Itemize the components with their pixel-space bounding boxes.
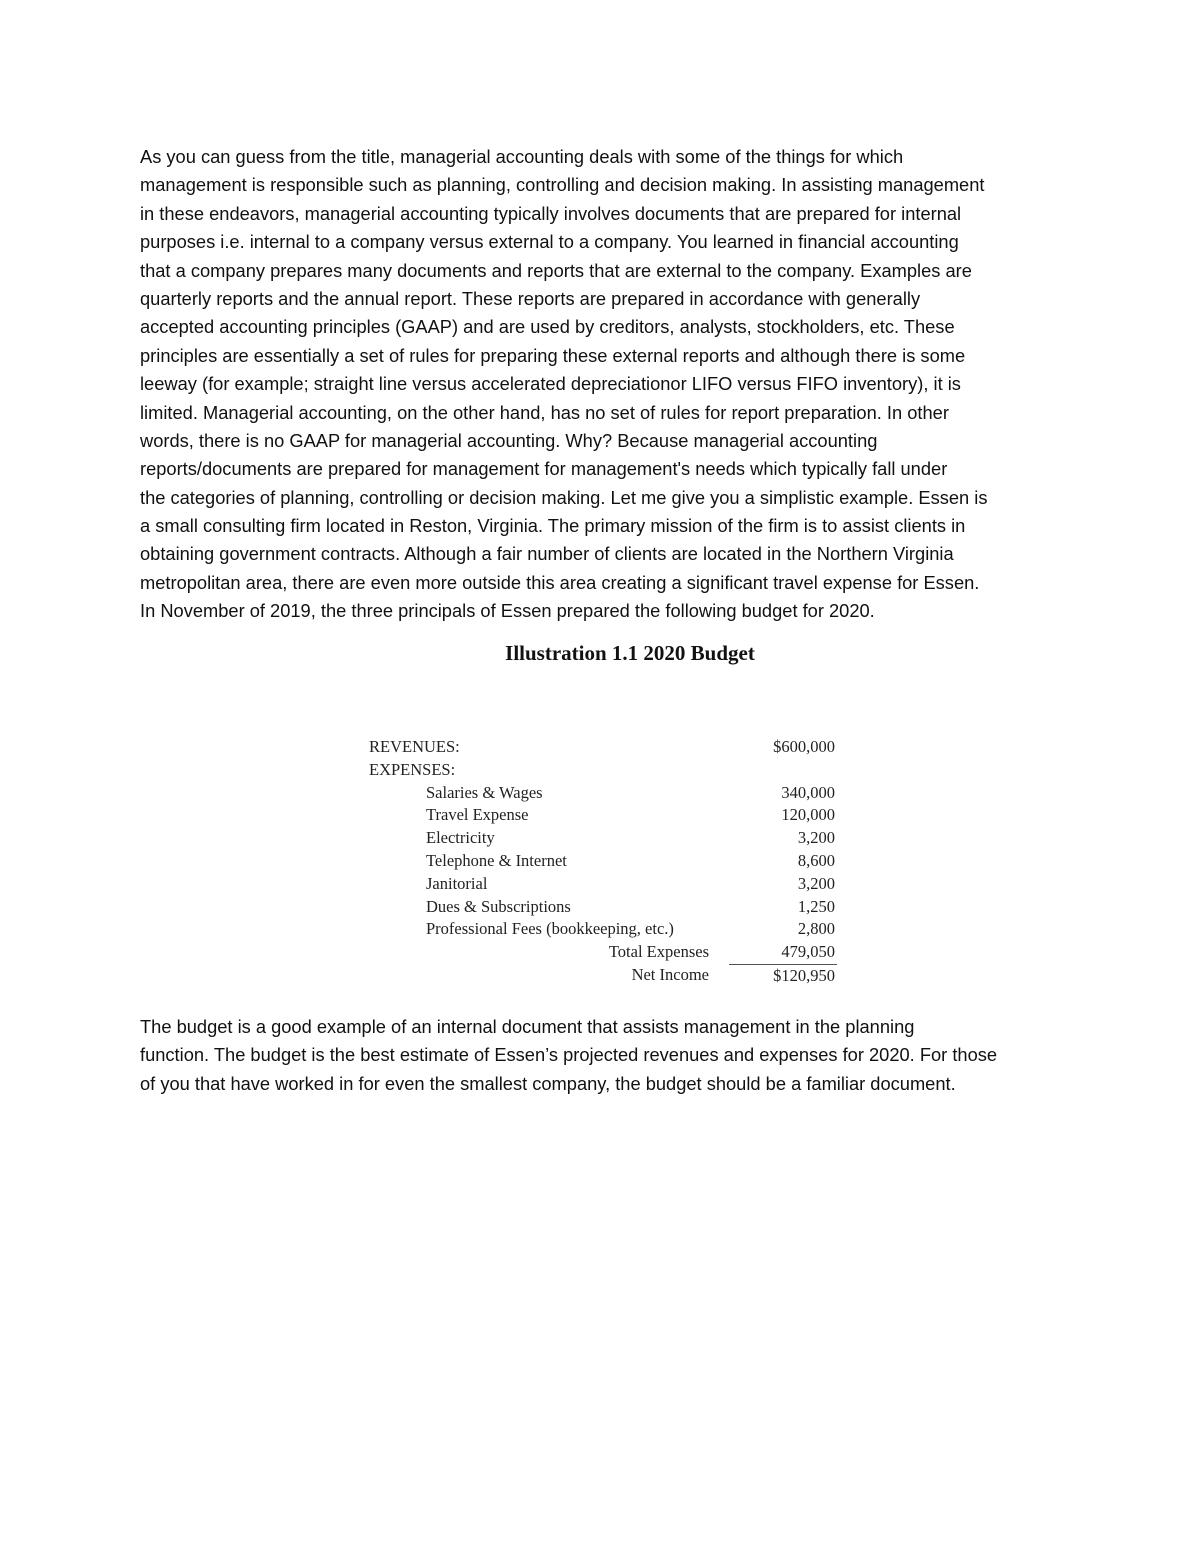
expense-label: Telephone & Internet [426,850,567,870]
expense-amount: 340,000 [781,782,835,802]
expense-label: Electricity [426,828,495,848]
intro-line: In November of 2019, the three principals of Essen prepared the following budget for 2020. [140,600,875,622]
expense-amount: 8,600 [797,850,835,870]
expense-row [369,850,839,873]
intro-line: in these endeavors, managerial accounting typically involves documents that are prepared for internal [140,202,962,224]
revenues-label: REVENUES: [369,737,460,756]
intro-line: leeway (for example; straight line versus accelerated depreciationor LIFO versus FIFO inventory), it is [140,373,961,395]
intro-paragraph [140,143,1070,626]
expense-row [369,896,839,919]
total-expenses-row [369,941,839,964]
illustration-title: Illustration 1.1 2020 Budget [505,641,755,665]
expense-amount: 2,800 [797,919,835,939]
intro-line: As you can guess from the title, managerial accounting deals with some of the things for which [140,146,904,167]
intro-line: that a company prepares many documents and reports that are external to the company. Examples are [140,259,972,281]
expense-amount: 3,200 [797,873,835,893]
expenses-label: EXPENSES: [369,759,456,779]
expense-label: Professional Fees (bookkeeping, etc.) [426,919,674,939]
expense-row [369,873,839,896]
revenues-row [369,736,839,759]
net-income-rule [729,964,837,987]
expense-row [369,804,839,827]
expense-row [369,918,839,941]
expense-label: Travel Expense [426,805,529,825]
closing-line: of you that have worked in for even the smallest company, the budget should be a familiar document. [140,1072,956,1094]
expenses-header-row [369,759,839,782]
closing-line: function. The budget is the best estimate of Essen’s projected revenues and expenses for 2020. For those [140,1044,998,1066]
net-income-amount: $120,950 [773,965,835,985]
closing-line: The budget is a good example of an internal document that assists management in the planning [140,1016,915,1037]
intro-line: purposes i.e. internal to a company versus external to a company. You learned in financial accounting [140,231,959,253]
intro-line: a small consulting firm located in Reston, Virginia. The primary mission of the firm is to assist clients in [140,515,966,537]
net-income-label: Net Income [631,964,709,984]
intro-line: principles are essentially a set of rules for preparing these external reports and although there is some [140,344,966,366]
expense-amount: 1,250 [797,896,835,916]
intro-line: reports/documents are prepared for management for management's needs which typically fall under [140,458,948,480]
expense-label: Janitorial [426,873,488,893]
intro-line: metropolitan area, there are even more outside this area creating a significant travel expense for Essen. [140,571,980,593]
closing-paragraph [140,1013,1070,1098]
intro-line: quarterly reports and the annual report. These reports are prepared in accordance with generally [140,287,921,309]
total-expenses-amount: 479,050 [781,942,835,962]
intro-line: the categories of planning, controlling or decision making. Let me give you a simplistic example. Essen is [140,486,988,508]
intro-line: limited. Managerial accounting, on the other hand, has no set of rules for report preparation. In other [140,401,949,423]
intro-line: management is responsible such as planning, controlling and decision making. In assisting management [140,174,985,196]
expense-amount: 120,000 [781,805,835,825]
intro-line: accepted accounting principles (GAAP) and are used by creditors, analysts, stockholders, etc. These [140,316,955,338]
expense-amount: 3,200 [797,828,835,848]
total-expenses-label: Total Expenses [608,942,709,962]
expense-row [369,827,839,850]
expense-row [369,782,839,805]
expense-label: Salaries & Wages [426,782,543,802]
net-income-row [369,964,839,987]
expense-label: Dues & Subscriptions [426,896,571,916]
intro-line: words, there is no GAAP for managerial accounting. Why? Because managerial accounting [140,429,878,451]
budget-table [369,736,839,987]
intro-line: obtaining government contracts. Although a fair number of clients are located in the Northern Virginia [140,543,954,565]
revenues-amount: $600,000 [773,737,835,756]
